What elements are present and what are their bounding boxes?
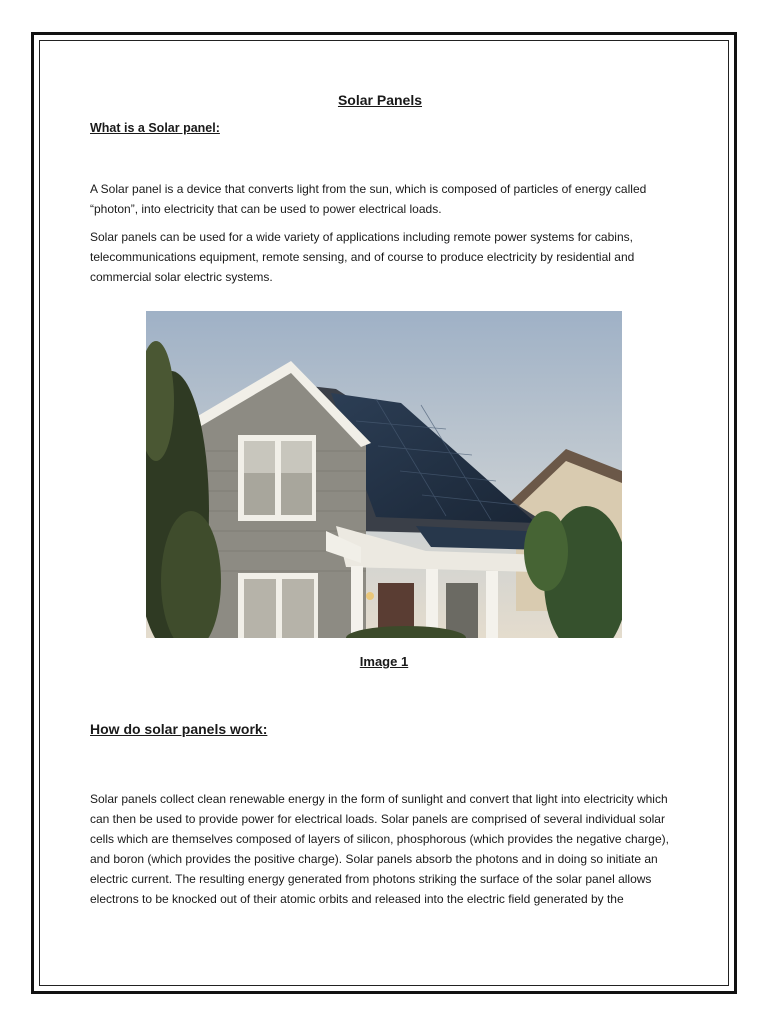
paragraph-applications: Solar panels can be used for a wide variety of applications including remote power systems for cabins, telecommunications equipment, remote sensing, and of course to produce electricity by residential and commercial solar electric systems. — [90, 230, 635, 284]
house-solar-panels-image — [146, 311, 622, 638]
paragraph-how-it-works: Solar panels collect clean renewable energy in the form of sunlight and convert that light into electricity which can then be used to provide power for electrical loads. Solar panels are comprised of several individual solar cells which are themselves composed of layers of silicon, phosphorous (which provides the negative charge), and boron (which provides the positive charge). Solar panels absorb the photons and in doing so initiate an electric current. The resulting energy generated from photons striking the surface of the solar panel allows electrons to be knocked out of their atomic orbits and released into the electric field generated by the — [90, 792, 669, 906]
section-heading-how-it-works: How do solar panels work: — [90, 721, 268, 737]
document-body — [90, 92, 670, 287]
section-heading-what-is: What is a Solar panel: — [90, 121, 220, 135]
paragraph-definition: A Solar panel is a device that converts light from the sun, which is composed of particles of energy called “photon”, into electricity that can be used to power electrical loads. — [90, 182, 647, 216]
image-caption: Image 1 — [359, 654, 409, 669]
document-title: Solar Panels — [337, 92, 423, 108]
